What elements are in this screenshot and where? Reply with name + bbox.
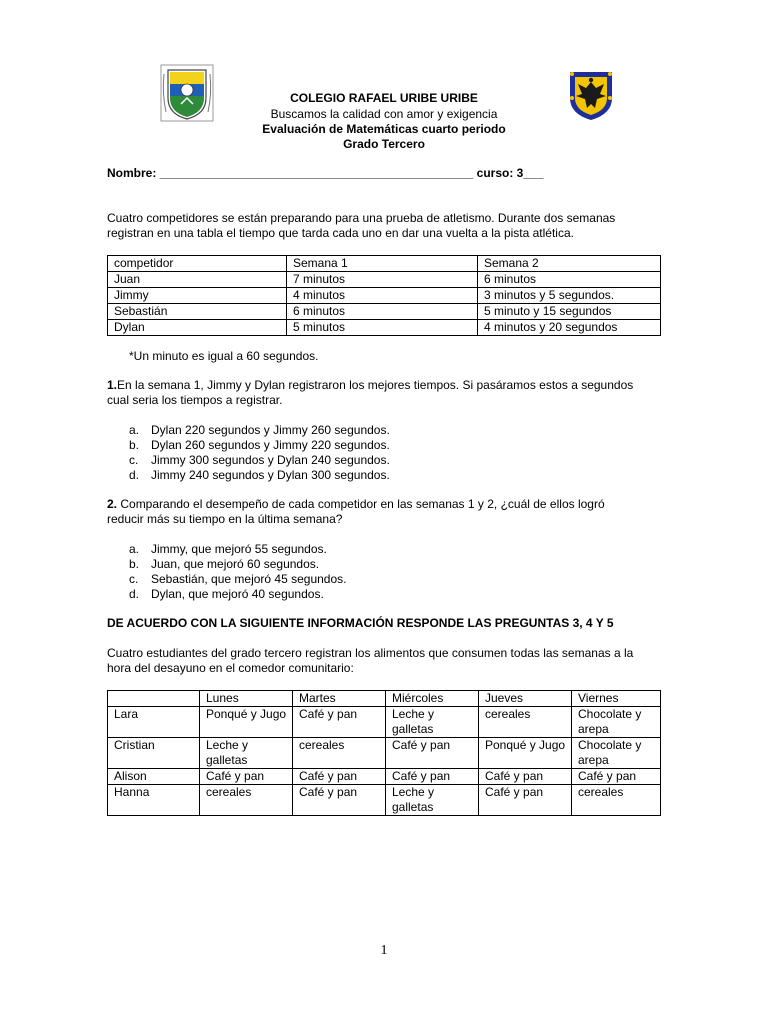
table-header-cell: Lunes (200, 691, 293, 707)
table-cell: Dylan (108, 320, 287, 336)
table-row (108, 738, 661, 769)
option-text: Dylan, que mejoró 40 segundos. (151, 587, 324, 601)
option-text: Jimmy 240 segundos y Dylan 300 segundos. (151, 468, 390, 482)
table-cell: cereales (479, 707, 572, 738)
table-cell: 6 minutos (287, 304, 478, 320)
table-cell: cereales (293, 738, 386, 769)
question-2-number: 2. (107, 497, 118, 511)
question-1-option-b (129, 438, 390, 453)
question-2-option-a (129, 542, 327, 557)
conversion-note: *Un minuto es igual a 60 segundos. (129, 349, 319, 363)
table-cell: Alison (108, 769, 200, 785)
table-cell: Hanna (108, 785, 200, 816)
table-cell: Ponqué y Jugo (200, 707, 293, 738)
table-row (108, 288, 661, 304)
table-cell: 5 minuto y 15 segundos (478, 304, 661, 320)
option-letter: a. (129, 423, 140, 437)
table-cell: Chocolate y arepa (572, 707, 661, 738)
table-cell: 4 minutos y 20 segundos (478, 320, 661, 336)
option-text: Sebastián, que mejoró 45 segundos. (151, 572, 347, 586)
option-letter: c. (129, 453, 139, 467)
table-cell: Lara (108, 707, 200, 738)
table-cell: Café y pan (479, 769, 572, 785)
option-letter: b. (129, 438, 140, 452)
question-1-option-c (129, 453, 390, 468)
table-cell: Leche y galletas (386, 707, 479, 738)
question-1-option-a (129, 423, 390, 438)
table-cell: Juan (108, 272, 287, 288)
option-text: Jimmy 300 segundos y Dylan 240 segundos. (151, 453, 390, 467)
question-1-number: 1. (107, 378, 118, 392)
table-cell: Café y pan (572, 769, 661, 785)
table-cell: Café y pan (293, 769, 386, 785)
table-cell: Leche y galletas (386, 785, 479, 816)
table-cell: 6 minutos (478, 272, 661, 288)
table-cell: cereales (200, 785, 293, 816)
intro-paragraph-1-line-2: registran en una tabla el tiempo que tarda cada uno en dar una vuelta a la pista atlética. (107, 226, 574, 240)
table-cell: Leche y galletas (200, 738, 293, 769)
table-cell: 5 minutos (287, 320, 478, 336)
table-header-cell: Martes (293, 691, 386, 707)
question-2-text-line-2: reducir más su tiempo en la última semana? (107, 512, 343, 526)
intro-paragraph-2-line-1: Cuatro estudiantes del grado tercero registran los alimentos que consumen todas las semanas a la (107, 646, 634, 660)
option-letter: c. (129, 572, 139, 586)
table-header-row (108, 691, 661, 707)
city-crest-right (566, 68, 616, 122)
option-text: Dylan 220 segundos y Jimmy 260 segundos. (151, 423, 390, 437)
table-row (108, 304, 661, 320)
question-1-text-line-2: cual seria los tiempos a registrar. (107, 393, 283, 407)
table-cell: Jimmy (108, 288, 287, 304)
school-crest-left (160, 64, 214, 122)
table-cell: Café y pan (200, 769, 293, 785)
table-cell: 7 minutos (287, 272, 478, 288)
option-text: Dylan 260 segundos y Jimmy 220 segundos. (151, 438, 390, 452)
table-row (108, 785, 661, 816)
question-2-option-d (129, 587, 324, 602)
question-1-option-d (129, 468, 390, 483)
table-row (108, 320, 661, 336)
table-header-cell (108, 691, 200, 707)
option-letter: d. (129, 468, 140, 482)
table-cell: Café y pan (386, 738, 479, 769)
option-letter: b. (129, 557, 140, 571)
option-text: Juan, que mejoró 60 segundos. (151, 557, 320, 571)
table-header-row (108, 256, 661, 272)
section-heading: DE ACUERDO CON LA SIGUIENTE INFORMACIÓN RESPONDE LAS PREGUNTAS 3, 4 Y 5 (107, 616, 614, 630)
table-cell: Café y pan (293, 707, 386, 738)
table-header-cell: Jueves (479, 691, 572, 707)
table-cell: 4 minutos (287, 288, 478, 304)
grade-label: Grado Tercero (343, 137, 425, 151)
table-header-cell: Miércoles (386, 691, 479, 707)
school-name: COLEGIO RAFAEL URIBE URIBE (290, 91, 478, 105)
table-row (108, 769, 661, 785)
table-cell: Café y pan (386, 769, 479, 785)
table-header-cell: Viernes (572, 691, 661, 707)
intro-paragraph-1-line-1: Cuatro competidores se están preparando para una prueba de atletismo. Durante dos semanas (107, 211, 616, 225)
page-number: 1 (380, 943, 388, 958)
table-cell: Cristian (108, 738, 200, 769)
table-row (108, 272, 661, 288)
table-cell: Ponqué y Jugo (479, 738, 572, 769)
question-2-option-c (129, 572, 346, 587)
question-1-line-1 (107, 378, 667, 393)
table-cell: cereales (572, 785, 661, 816)
table-header-cell: Semana 2 (478, 256, 661, 272)
option-text: Jimmy, que mejoró 55 segundos. (151, 542, 327, 556)
question-2-text-line-1: Comparando el desempeño de cada competidor en las semanas 1 y 2, ¿cuál de ellos logró (117, 497, 605, 511)
student-name-line: Nombre: _______________________________________________ curso: 3___ (107, 166, 544, 180)
question-2-option-b (129, 557, 319, 572)
exam-title: Evaluación de Matemáticas cuarto periodo (262, 122, 506, 136)
table-row (108, 707, 661, 738)
option-letter: d. (129, 587, 140, 601)
option-letter: a. (129, 542, 140, 556)
breakfast-table (107, 690, 661, 816)
school-motto: Buscamos la calidad con amor y exigencia (270, 107, 498, 121)
question-2-line-1 (107, 497, 667, 512)
table-cell: Café y pan (293, 785, 386, 816)
table-header-cell: Semana 1 (287, 256, 478, 272)
table-cell: 3 minutos y 5 segundos. (478, 288, 661, 304)
question-1-text-line-1: En la semana 1, Jimmy y Dylan registraron los mejores tiempos. Si pasáramos estos a segundos (117, 378, 634, 392)
table-cell: Sebastián (108, 304, 287, 320)
intro-paragraph-2-line-2: hora del desayuno en el comedor comunitario: (107, 661, 354, 675)
table-cell: Café y pan (479, 785, 572, 816)
table-cell: Chocolate y arepa (572, 738, 661, 769)
athletics-times-table (107, 255, 661, 336)
table-header-cell: competidor (108, 256, 287, 272)
